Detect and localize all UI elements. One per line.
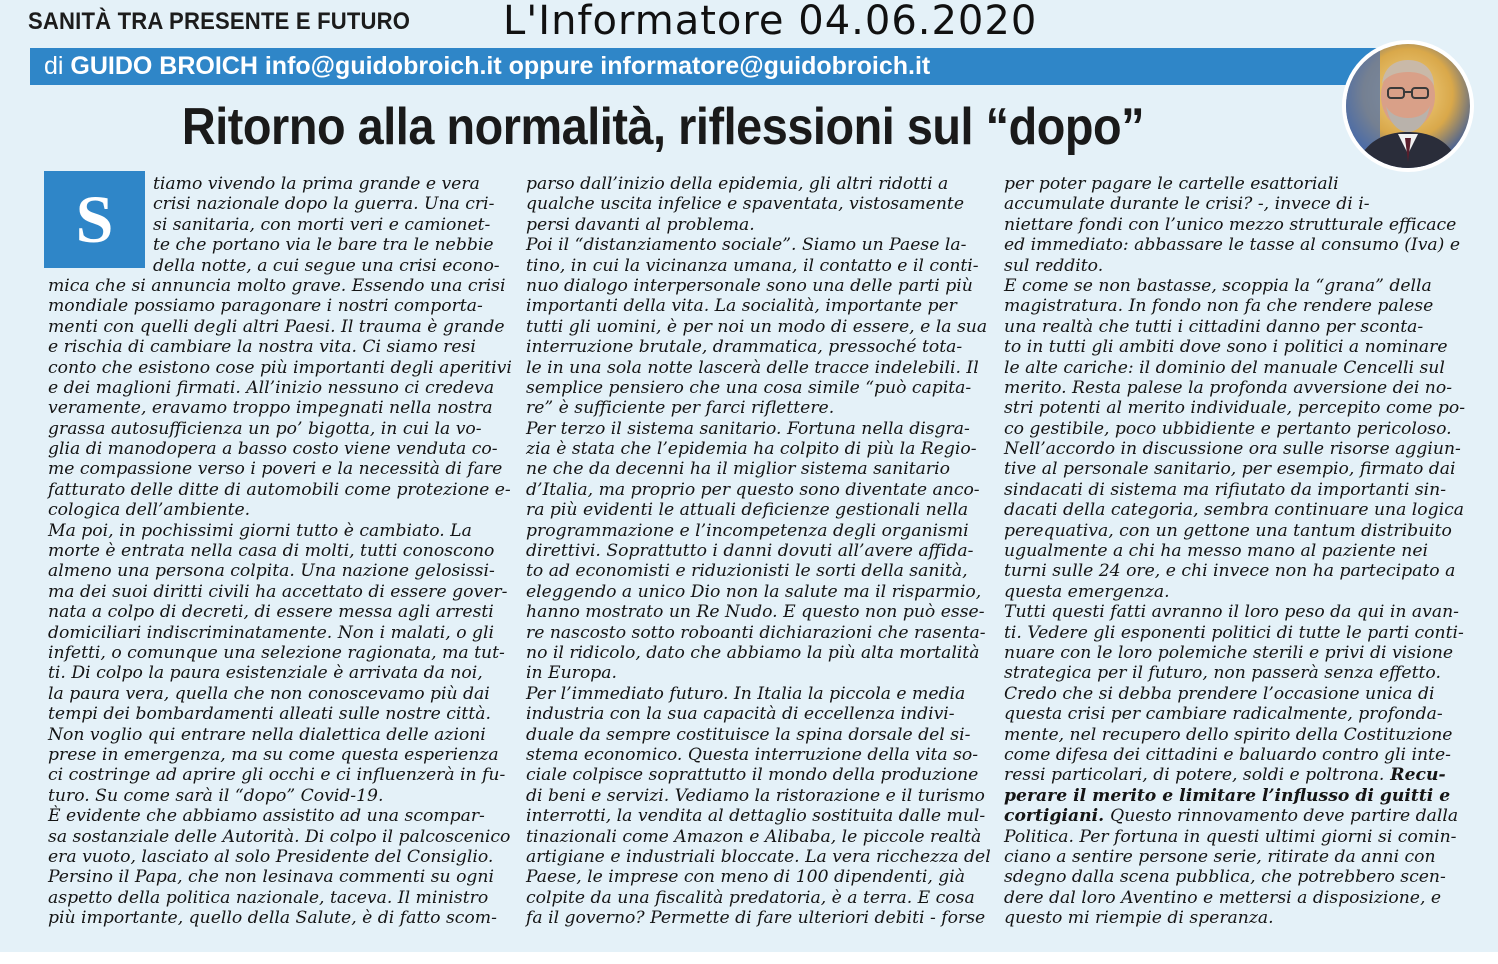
article-line: semplice pensiero che una cosa simile “può capita- [526, 377, 972, 398]
article-line: menti con quelli degli altri Paesi. Il trauma è grande [48, 316, 505, 337]
article-line: E come se non bastasse, scoppia la “grana” della [1004, 275, 1432, 296]
article-line: nata a colpo di decreti, di essere messa agli arresti [48, 602, 494, 623]
article-line: perequativa, con un gettone una tantum distribuito [1004, 520, 1452, 541]
author-photo [1342, 40, 1474, 172]
article-line: e dei maglioni firmati. All’inizio nessuno ci credeva [48, 377, 495, 398]
article-line: fatturato delle ditte di automobili come protezione e- [48, 479, 511, 500]
article-line: ciano a sentire persone serie, ritirate da anni con [1004, 846, 1436, 867]
article-line: tempi dei bombardamenti alleati sulle nostre città. [48, 704, 491, 725]
article-line: aspetto della politica nazionale, taceva. Il ministro [48, 887, 489, 908]
article-line: sul reddito. [1004, 255, 1104, 276]
article-line: merito. Resta palese la profonda avversione dei no- [1004, 377, 1453, 398]
article-line: mica che si annuncia molto grave. Essendo una crisi [48, 275, 506, 296]
article-line: Non voglio qui entrare nella dialettica delle azioni [48, 724, 486, 745]
article-line: mente, nel recupero dello spirito della Costituzione [1004, 724, 1453, 745]
article-line: ugualmente a chi ha messo mano al paziente nei [1004, 541, 1428, 562]
article-line: le alte cariche: il dominio del manuale Cencelli sul [1004, 357, 1445, 378]
article-line: Nell’accordo in discussione ora sulle risorse aggiun- [1004, 439, 1461, 460]
article-line: tive al personale sanitario, per esempio, firmato dai [1004, 459, 1456, 480]
article-line: almeno una persona colpita. Una nazione gelosissi- [48, 561, 495, 582]
article-line: stema economico. Questa interruzione della vita so- [526, 744, 979, 765]
article-line: parso dall’inizio della epidemia, gli altri ridotti a [526, 174, 949, 194]
bold-emphasis: perare il merito e limitare l’influsso di guitti e [1004, 785, 1451, 806]
article-line: accumulate durante le crisi? -, invece di i- [1004, 194, 1370, 215]
article-line: artigiane e industriali bloccate. La vera ricchezza del [526, 846, 991, 867]
author-name: GUIDO BROICH [70, 52, 258, 80]
article-column-3 [1004, 174, 1465, 928]
byline-bar [30, 48, 1390, 85]
article-line: magistratura. In fondo non fa che rendere palese [1004, 296, 1434, 317]
drop-cap: S [44, 171, 145, 268]
article-line: morte è entrata nella casa di molti, tutti conoscono [48, 541, 495, 562]
article-line: Poi il “distanziamento sociale”. Siamo un Paese la- [526, 235, 967, 256]
article-line: È evidente che abbiamo assistito ad una scompar- [48, 806, 485, 827]
bold-emphasis: Recu- [1384, 765, 1446, 786]
article-line: nuo dialogo interpersonale sono una delle parti più [526, 275, 973, 296]
article-line: zia è stata che l’epidemia ha colpito di più la Regio- [526, 439, 977, 460]
article-line: ressi particolari, di potere, soldi e poltrona. Recu- [1004, 765, 1446, 786]
article-line: Paese, le imprese con meno di 100 dipendenti, già [526, 867, 966, 888]
article-line: to in tutti gli ambiti dove sono i politici a nominare [1004, 337, 1448, 358]
article-line: cologica dell’ambiente. [48, 500, 251, 521]
article-column-2 [526, 174, 991, 928]
article-line: colpite da una fiscalità predatoria, è a terra. E cosa [526, 887, 975, 908]
author-portrait-image [1346, 44, 1470, 168]
byline-prefix: di [44, 52, 71, 80]
article-line: Tutti questi fatti avranno il loro peso da qui in avan- [1004, 602, 1459, 623]
article-line: stri potenti al merito individuale, percepito come po- [1004, 398, 1466, 419]
article-line [1004, 786, 1465, 806]
article-line: tinazionali come Amazon e Alibaba, le piccole realtà [526, 826, 982, 847]
article-line: re nascosto sotto roboanti dichiarazioni che rasenta- [526, 622, 986, 643]
article-line: questo mi riempie di speranza. [1004, 908, 1274, 929]
article-line: infetti, o comunque una selezione ragionata, ma tut- [48, 642, 505, 663]
article-line: una realtà che tutti i cittadini danno per sconta- [1004, 316, 1424, 337]
article-line: era vuoto, lasciato al solo Presidente del Consiglio. [48, 846, 494, 867]
article-line: persi davanti al problema. [526, 214, 755, 235]
article-line: ma dei suoi diritti civili ha accettato di essere gover- [48, 581, 508, 602]
article-line: Credo che si debba prendere l’occasione unica di [1004, 683, 1435, 704]
article-line: strategica per il futuro, non passerà senza effetto. [1004, 663, 1441, 684]
article-line: veramente, eravamo troppo impegnati nella nostra [48, 398, 493, 419]
article-line: e rischia di cambiare la nostra vita. Ci siamo resi [48, 337, 476, 358]
article-line: tiamo vivendo la prima grande e vera [153, 174, 480, 194]
article-line: ne che da decenni ha il miglior sistema sanitario [526, 459, 950, 480]
article-line: me compassione verso i poveri e la necessità di fare [48, 459, 503, 480]
article-line: direttivi. Soprattutto i danni dovuti all’avere affida- [526, 541, 974, 562]
article-line: re” è sufficiente per farci riflettere. [526, 398, 835, 419]
article-line: come difesa dei cittadini e baluardo contro gli inte- [1004, 744, 1451, 765]
article-line: to ad economisti e riduzionisti le sorti della sanità, [526, 561, 968, 582]
article-line: in Europa. [526, 663, 617, 684]
article-line: fa il governo? Permette di fare ulteriori debiti - forse [526, 908, 986, 929]
article-line: d’Italia, ma proprio per questo sono diventate anco- [526, 479, 980, 500]
article-line: di beni e servizi. Vediamo la ristorazione e il turismo [526, 785, 985, 806]
article-line: glia di manodopera a basso costo viene venduta co- [48, 439, 498, 460]
article-line: niettare fondi con l’unico mezzo strutturale efficace [1004, 214, 1457, 235]
article-line: duale da sempre costituisce la spina dorsale del si- [526, 724, 971, 745]
article-line: conto che esistono cose più importanti degli aperitivi [48, 357, 512, 378]
article-line: interruzione brutale, drammatica, pressoché tota- [526, 337, 963, 358]
article-line: dacati della categoria, sembra continuare una logica [1004, 500, 1465, 521]
article-line: domiciliari indiscriminatamente. Non i malati, o gli [48, 622, 495, 643]
article-line: tino, in cui la vicinanza umana, il contatto e il conti- [526, 255, 979, 276]
article-line: importanti della vita. La socialità, importante per [526, 296, 957, 317]
article-line: crisi nazionale dopo la guerra. Una cri- [153, 194, 495, 215]
author-contacts: info@guidobroich.it oppure informatore@guidobroich.it [264, 52, 931, 80]
article-line: Ma poi, in pochissimi giorni tutto è cambiato. La [48, 520, 472, 541]
article-line: le in una sola notte lascerà delle tracce indelebili. Il [526, 357, 979, 378]
section-rubric: SANITÀ TRA PRESENTE E FUTURO [28, 8, 411, 35]
article-line: turni sulle 24 ore, e chi invece non ha partecipato a [1004, 561, 1456, 582]
article-line: tutti gli uomini, è per noi un modo di essere, e la sua [526, 316, 988, 337]
article-line: industria con la sua capacità di eccellenza indivi- [526, 704, 955, 725]
article-line: Persino il Papa, che non lesinava commenti su ogni [48, 867, 495, 888]
article-line: sa sostanziale delle Autorità. Di colpo il palcoscenico [48, 826, 511, 847]
article-headline: Ritorno alla normalità, riflessioni sul “dopo” [181, 98, 1145, 156]
article-line: la paura vera, quella che non conoscevamo più dai [48, 683, 490, 704]
article-line: questa emergenza. [1004, 581, 1170, 602]
article-line: co gestibile, poco ubbidiente e pertanto pericoloso. [1004, 418, 1452, 439]
article-line: per poter pagare le cartelle esattoriali [1004, 174, 1339, 194]
article-line: te che portano via le bare tra le nebbie [153, 235, 494, 256]
article-line: mondiale possiamo paragonare i nostri comporta- [48, 296, 483, 317]
article-line: grassa autosufficienza un po’ bigotta, in cui la vo- [48, 418, 482, 439]
article-line [1004, 806, 1465, 826]
article-line: ed immediato: abbassare le tasse al consumo (Iva) e [1004, 235, 1460, 256]
article-line: prese in emergenza, ma su come questa esperienza [48, 744, 499, 765]
article-column-1 [48, 174, 512, 928]
article-line: questa crisi per cambiare radicalmente, profonda- [1004, 704, 1443, 725]
article-line: hanno mostrato un Re Nudo. E questo non può esse- [526, 602, 985, 623]
article-line: interrotti, la vendita al dettaglio sostituita dalle mul- [526, 806, 986, 827]
article-line: programmazione e l’incompetenza degli organismi [526, 520, 969, 541]
article-line: Politica. Per fortuna in questi ultimi giorni si comin- [1004, 826, 1457, 847]
article-line: della notte, a cui segue una crisi econo- [153, 255, 500, 276]
article-line: sdegno dalla scena pubblica, che potrebbero scen- [1004, 867, 1446, 888]
article-line: più importante, quello della Salute, è di fatto scom- [48, 908, 497, 929]
article-line: Per terzo il sistema sanitario. Fortuna nella disgra- [526, 418, 970, 439]
bold-emphasis: cortigiani. [1004, 806, 1111, 827]
article-line: ci costringe ad aprire gli occhi e ci influenzerà in fu- [48, 765, 506, 786]
article-line: dere dal loro Aventino e mettersi a disposizione, e [1004, 887, 1442, 908]
article-line: nuare con le loro polemiche sterili e privi di visione [1004, 642, 1454, 663]
article-line: ra più evidenti le attuali deficienze gestionali nella [526, 500, 969, 521]
article-line: sindacati di sistema ma rifiutato da importanti sin- [1004, 479, 1447, 500]
article-line-continuation: Questo rinnovamento deve partire dalla [1110, 806, 1459, 827]
article-line: qualche uscita infelice e spaventata, vistosamente [526, 194, 964, 215]
article-line: no il ridicolo, dato che abbiamo la più alta mortalità [526, 642, 980, 663]
masthead-title: L'Informatore 04.06.2020 [503, 0, 1038, 44]
article-line: ti. Vedere gli esponenti politici di tutte le parti conti- [1004, 622, 1464, 643]
article-line: eleggendo a unico Dio non la salute ma il risparmio, [526, 581, 982, 602]
article-line: Per l’immediato futuro. In Italia la piccola e media [526, 683, 966, 704]
article-line: turo. Su come sarà il “dopo” Covid-19. [48, 785, 384, 806]
article-line: si sanitaria, con morti veri e camionet- [153, 214, 491, 235]
article-line: ciale colpisce soprattutto il mondo della produzione [526, 765, 979, 786]
article-line: ti. Di colpo la paura esistenziale è arrivata da noi, [48, 663, 483, 684]
